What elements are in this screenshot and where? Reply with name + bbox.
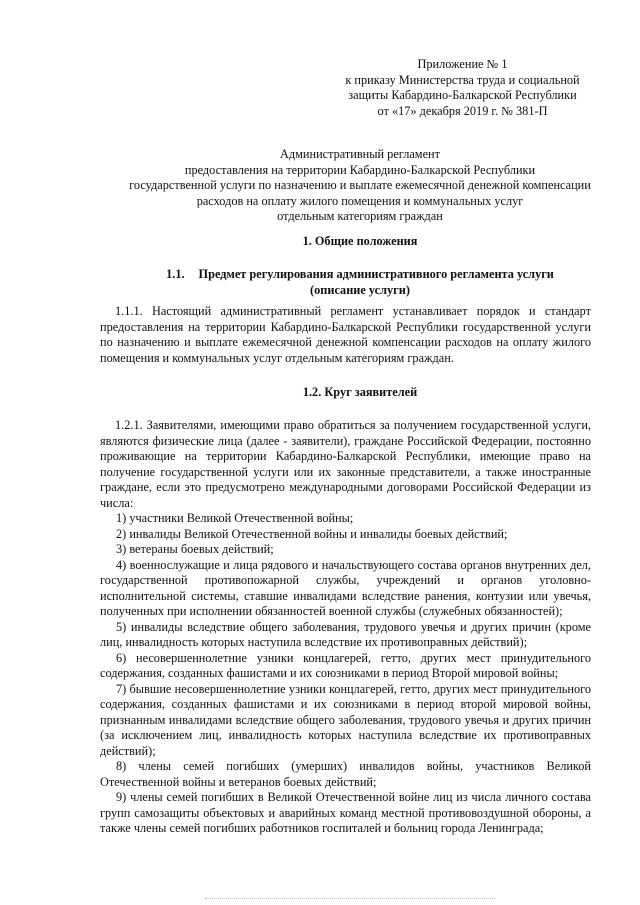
appendix-line: от «17» декабря 2019 г. № 381-П bbox=[377, 103, 548, 118]
section-heading-applicants: 1.2. Круг заявителей bbox=[302, 385, 418, 399]
list-item: 7) бывшие несовершеннолетние узники концлагерей, гетто, других мест принудительного содержания, созданных фашистами и их союзниками в период второй мировой войны, признанным инвалидами вследствие общего заболевания, трудового увечья и других причин (за исключением лиц, инвалидность которых наступила вследствие их противоправных действий); bbox=[100, 681, 591, 758]
list-item: 2) инвалиды Великой Отечественной войны и инвалиды боевых действий; bbox=[116, 526, 508, 541]
title-line: Административный регламент bbox=[279, 147, 440, 161]
section-number: 1.1. bbox=[166, 267, 185, 281]
section-heading-line: (описание услуги) bbox=[310, 282, 410, 297]
appendix-line: Приложение № 1 bbox=[417, 57, 508, 71]
appendix-line: защиты Кабардино-Балкарской Республики bbox=[348, 88, 577, 102]
paragraph-block bbox=[100, 304, 591, 366]
paragraph-1-1-1: 1.1.1. Настоящий административный регламент устанавливает порядок и стандарт предоставления на территории Кабардино-Балкарской Республики государственной услуги по назначению и выплате ежемесячной денежной компенсации расходов на оплату жилого помещения и коммунальных услуг отдельным категориям граждан. bbox=[100, 304, 591, 365]
title-line: государственной услуги по назначению и выплате ежемесячной денежной компенсации bbox=[129, 178, 591, 192]
list-item: 9) члены семей погибших в Великой Отечественной войне лиц из числа личного состава групп самозащиты объектовых и аварийных команд местной противовоздушной обороны, а также члены семей погибших работников госпиталей и больниц города Ленинграда; bbox=[100, 790, 591, 835]
paragraph-1-2-1: 1.2.1. Заявителями, имеющими право обратиться за получением государственной услуги, являются физические лица (далее - заявители), граждане Российской Федерации, постоянно проживающие на территории Кабардино-Балкарской Республики, имеющие право на получение государственной услуги или их законные представители, а также иностранные граждане, если это предусмотрено международными договорами Российской Федерации из числа: bbox=[100, 418, 591, 510]
paragraph-block bbox=[100, 418, 591, 837]
list-item: 4) военнослужащие и лица рядового и начальствующего состава органов внутренних дел, государственной противопожарной службы, учреждений и органов уголовно-исполнительной системы, ставшие инвалидами вследствие ранения, контузии или увечья, полученных при исполнении обязанностей военной службы (служебных обязанностей); bbox=[100, 557, 591, 618]
title-line: расходов на оплату жилого помещения и коммунальных услуг bbox=[196, 193, 524, 208]
section-heading-general: 1. Общие положения bbox=[302, 234, 418, 248]
title-line: отдельным категориям граждан bbox=[277, 209, 443, 223]
document-title bbox=[60, 147, 640, 225]
list-item: 5) инвалиды вследствие общего заболевания, трудового увечья и других причин (кроме лиц, инвалидность которых наступила вследствие их противоправных действий); bbox=[100, 619, 591, 649]
section-heading-line: Предмет регулирования административного регламента услуги bbox=[198, 267, 554, 281]
list-item: 8) члены семей погибших (умерших) инвалидов войны, участников Великой Отечественной войны и ветеранов боевых действий; bbox=[100, 759, 591, 789]
list-item: 3) ветераны боевых действий; bbox=[116, 542, 274, 556]
appendix-line: к приказу Министерства труда и социальной bbox=[345, 72, 580, 87]
list-item: 6) несовершеннолетние узники концлагерей, гетто, других мест принудительного содержания, созданных фашистами и их союзниками в период Второй мировой войны; bbox=[100, 650, 591, 680]
appendix-header bbox=[330, 57, 595, 119]
list-item: 1) участники Великой Отечественной войны; bbox=[116, 511, 354, 525]
page-bottom-divider bbox=[205, 898, 495, 899]
section-heading-subject bbox=[60, 267, 640, 298]
title-line: предоставления на территории Кабардино-Балкарской Республики bbox=[184, 162, 536, 177]
